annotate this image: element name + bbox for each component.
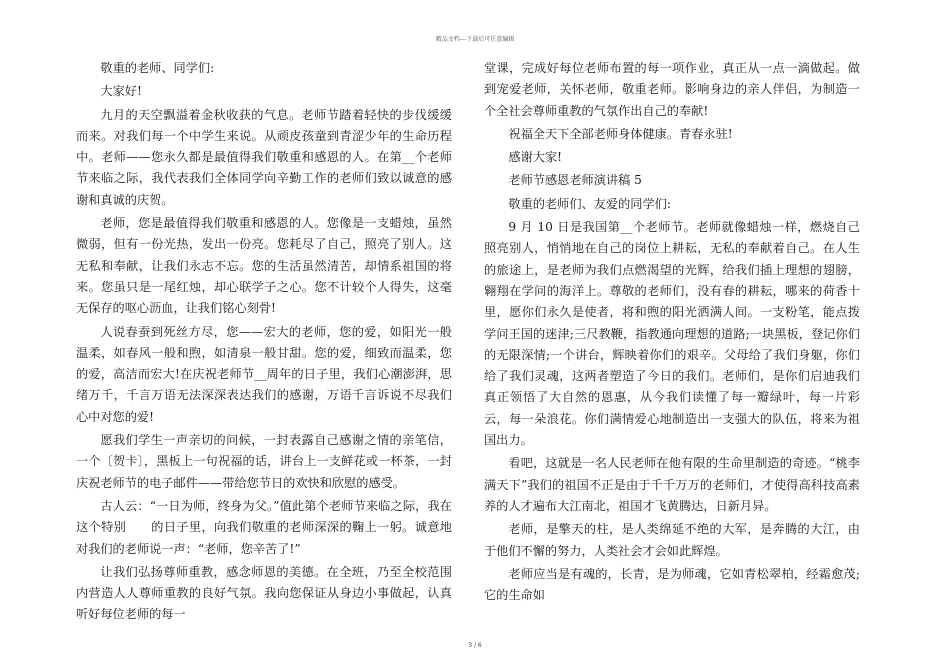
paragraph: 让我们弘扬尊师重教，感念师恩的美德。在全班，乃至全校范围内营造人人尊师重教的良好气氛。我向您保证从身边小事做起，认真听好每位老师的每一: [76, 564, 452, 622]
paragraph: 看吧，这就是一名人民老师在他有限的生命里制造的奇迹。“桃李满天下”我们的祖国不正是由于千千万万的老师们，才使得高科技高素养的人才遍布大江南北，祖国才飞黄腾达，日新月异。: [484, 456, 860, 513]
paragraph: 古人云：“一日为师，终身为父。”值此第个老师节来临之际，我在这个特别 的日子里，向我们敬重的老师深深的鞠上一躬。诚意地对我们的老师说一声：“老师，您辛苦了!”: [76, 498, 452, 556]
left-column: [76, 58, 452, 626]
page-header: 精品文档---下载后可任意编辑: [435, 36, 515, 43]
paragraph: 感谢大家!: [508, 150, 563, 165]
paragraph: 大家好!: [100, 84, 142, 99]
paragraph: 敬重的老师们、友爱的同学们:: [508, 196, 671, 211]
page-number: 3 / 6: [468, 642, 482, 649]
paragraph: 老师应当是有魂的，长青，是为师魂，它如青松翠柏，经霜愈茂;它的生命如: [484, 566, 860, 603]
paragraph: 敬重的老师、同学们:: [100, 61, 215, 75]
paragraph: 愿我们学生一声亲切的问候，一封表露自己感谢之情的亲笔信，一个〔贺卡〕，黑板上一句祝福的话，讲台上一支鲜花或一杯茶，一封庆祝老师节的电子邮件——带给您节日的欢快和欣慰的感受。: [76, 433, 452, 490]
section-title: 老师节感恩老师演讲稿 5: [508, 173, 642, 188]
paragraph: 祝福全天下全部老师身体健康。青春永驻!: [508, 126, 733, 141]
paragraph: 堂课，完成好每位老师布置的每一项作业，真正从一点一滴做起。做到宠爱老师，关怀老师，敬重老师。影响身边的亲人伴侣，为制造一个全社会尊师重教的气氛作出自己的奉献!: [484, 61, 860, 118]
paragraph: 人说春蚕到死丝方尽，您——宏大的老师，您的爱，如阳光一般温柔，如春风一般和煦，如清泉一般甘甜。您的爱，细致而温柔，您的爱，高洁而宏大!在庆祝老师节__周年的日子里，我们心潮澎湃，思绪万千，千言万语无法深深表达我们的感谢，万语千言诉说不尽我们心中对您的爱!: [76, 324, 452, 424]
paragraph: 9 月 10 日是我国第__个老师节。老师就像蜡烛一样，燃烧自己照亮别人，悄悄地在自己的岗位上耕耘，无私的奉献着自己。在人生的旅途上，是老师为我们点燃渴望的光辉，给我们插上理想的翅膀，翱翔在学问的海洋上。尊敬的老师们，没有春的耕耘，哪来的荷香十里，愿你们永久是使者，将和煦的阳光洒满人间。一支粉笔，能点拨学问王国的迷津;三尺教鞭，指教通向理想的道路;一块黑板，登记你们的无限深情;一个讲台，辉映着你们的艰辛。父母给了我们身躯，你们给了我们灵魂，这两者塑造了今日的我们。老师们，是你们启迪我们真正领悟了大自然的恩惠，从今我们读懂了每一瓣绿叶，每一片彩云，每一朵浪花。你们满情爱心地制造出一支强大的队伍，将来为祖国出力。: [484, 220, 860, 448]
paragraph: 老师，您是最值得我们敬重和感恩的人。您像是一支蜡烛，虽然微弱，但有一份光热，发出一份亮。您耗尽了自己，照亮了别人。这无私和奉献，让我们永志不忘。您的生活虽然清苦，却情系祖国的将来。您虽只是一尾红烛，却心联学子之心。您不计较个人得失，这毫无保存的呕心沥血，让我们铭心刻骨!: [76, 216, 452, 316]
paragraph: 九月的天空飘溢着金秋收获的气息。老师节踏着轻快的步伐缓缓而来。对我们每一个中学生来说。从顽皮孩童到青涩少年的生命历程中。老师——您永久都是最值得我们敬重和感恩的人。在第__个老师节来临之际，我代表我们全体同学向辛勤工作的老师们致以诚意的感谢和真诚的庆贺。: [76, 107, 452, 207]
paragraph: 老师，是擎天的柱，是人类绵延不绝的大军，是奔腾的大江，由于他们不懈的努力，人类社会才会如此辉煌。: [484, 522, 860, 558]
right-column: [484, 58, 860, 606]
